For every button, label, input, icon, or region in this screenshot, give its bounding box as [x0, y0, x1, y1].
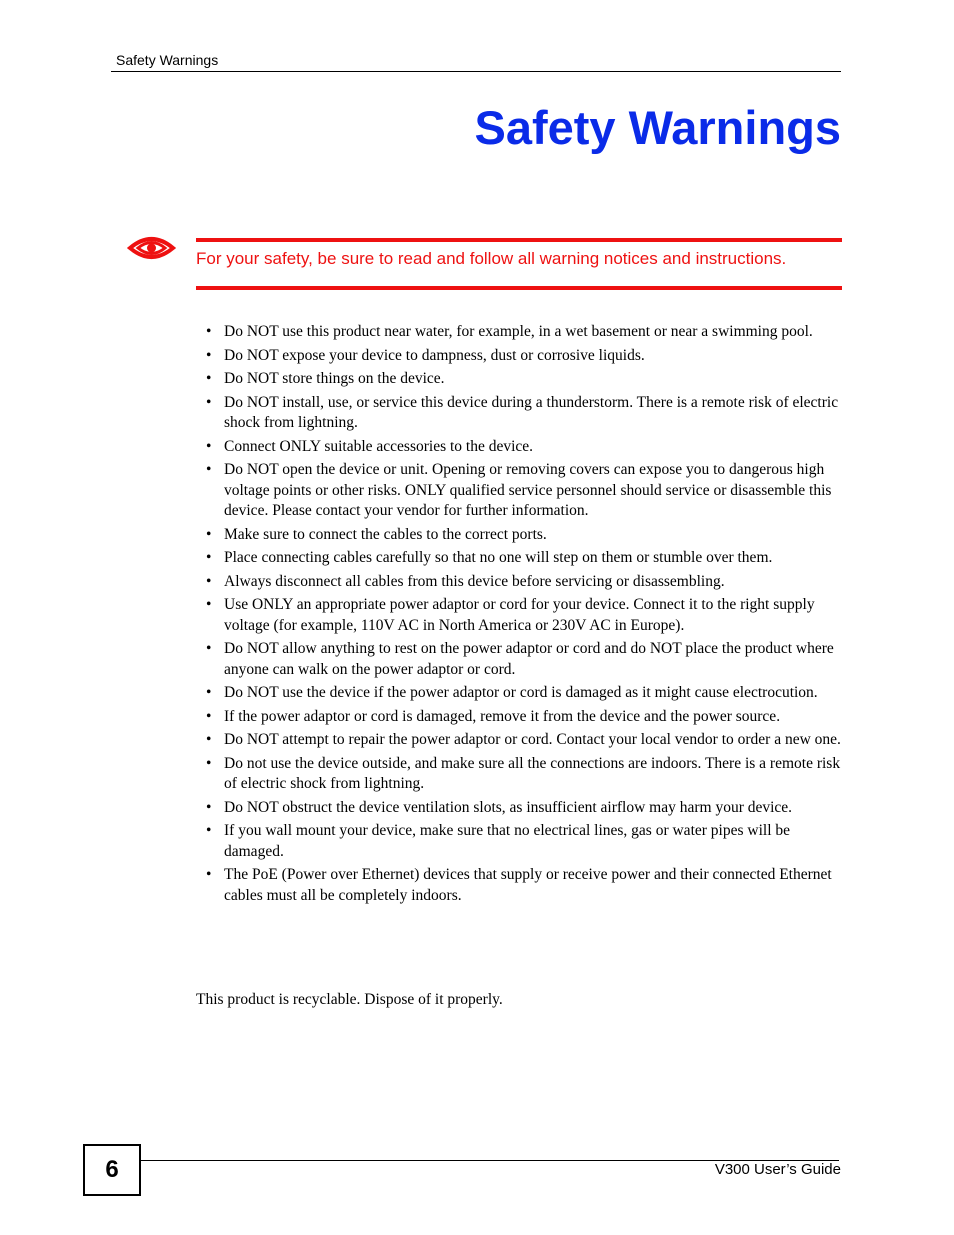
- bullet-text: Make sure to connect the cables to the correct ports.: [224, 525, 547, 543]
- list-item: • The PoE (Power over Ethernet) devices that supply or receive power and their connected Ethernet cables must all be completely indoors.: [206, 866, 832, 904]
- bullet-text: If you wall mount your device, make sure that no electrical lines, gas or water pipes will be damaged.: [224, 822, 790, 860]
- bullet-text: Do NOT store things on the device.: [224, 370, 445, 387]
- bullet-text: Do NOT use the device if the power adaptor or cord is damaged as it might cause electrocution.: [224, 684, 818, 701]
- list-item: • Do not use the device outside, and make sure all the connections are indoors. There is a remote risk of electric shock from lightning.: [206, 754, 841, 792]
- warning-rule-top: [196, 238, 842, 242]
- bullet-text: The PoE (Power over Ethernet) devices that supply or receive power and their connected Ethernet cables must all be completely indoors.: [224, 866, 832, 904]
- warning-text: For your safety, be sure to read and follow all warning notices and instructions.: [196, 249, 787, 268]
- list-item: • Connect ONLY suitable accessories to the device.: [206, 437, 534, 455]
- bullet-text: Do NOT open the device or unit. Opening or removing covers can expose you to dangerous high voltage points or other risks. ONLY qualified service personnel should service or disassemble this device. Please contact your vendor for further information.: [224, 461, 832, 519]
- bullet-text: Do NOT install, use, or service this device during a thunderstorm. There is a remote risk of electric shock from lightning.: [224, 393, 839, 431]
- header-rule: [111, 71, 841, 72]
- bullet-text: Place connecting cables carefully so that no one will step on them or stumble over them.: [224, 549, 773, 566]
- list-item: • Do NOT open the device or unit. Opening or removing covers can expose you to dangerous high voltage points or other risks. ONLY qualified service personnel should service or disassemble this device. Please contact your vendor for further information.: [206, 461, 832, 519]
- list-item: • Do NOT attempt to repair the power adaptor or cord. Contact your local vendor to order a new one.: [206, 731, 841, 748]
- list-item: • If you wall mount your device, make sure that no electrical lines, gas or water pipes will be damaged.: [206, 822, 790, 860]
- bullet-text: Do NOT attempt to repair the power adaptor or cord. Contact your local vendor to order a new one.: [224, 731, 841, 748]
- list-item: • If the power adaptor or cord is damaged, remove it from the device and the power source.: [206, 707, 781, 725]
- list-item: • Do NOT install, use, or service this device during a thunderstorm. There is a remote risk of electric shock from lightning.: [206, 393, 839, 431]
- bullet-text: Do NOT expose your device to dampness, dust or corrosive liquids.: [224, 346, 645, 364]
- bullet-text: If the power adaptor or cord is damaged, remove it from the device and the power source.: [224, 707, 781, 725]
- safety-bullet-list: [204, 322, 844, 909]
- list-item: • Always disconnect all cables from this device before servicing or disassembling.: [206, 572, 725, 590]
- bullet-text: Use ONLY an appropriate power adaptor or cord for your device. Connect it to the right supply voltage (for example, 110V AC in North America or 230V AC in Europe).: [224, 596, 815, 634]
- bullet-text: Connect ONLY suitable accessories to the device.: [224, 437, 534, 455]
- eye-warning-icon: [127, 233, 176, 263]
- list-item: • Make sure to connect the cables to the correct ports.: [206, 525, 547, 543]
- list-item: • Do NOT allow anything to rest on the power adaptor or cord and do NOT place the product where anyone can walk on the power adaptor or cord.: [206, 640, 834, 678]
- list-item: • Place connecting cables carefully so that no one will step on them or stumble over them.: [206, 549, 773, 566]
- closing-note: This product is recyclable. Dispose of it properly.: [196, 991, 503, 1008]
- running-header: Safety Warnings: [116, 52, 219, 68]
- bullet-text: Do NOT allow anything to rest on the power adaptor or cord and do NOT place the product where anyone can walk on the power adaptor or cord.: [224, 640, 834, 678]
- list-item: • Do NOT use the device if the power adaptor or cord is damaged as it might cause electrocution.: [206, 684, 818, 701]
- page-number: 6: [83, 1144, 141, 1196]
- guide-title: V300 User’s Guide: [714, 1161, 841, 1178]
- list-item: • Do NOT expose your device to dampness, dust or corrosive liquids.: [206, 346, 645, 364]
- bullet-text: Always disconnect all cables from this device before servicing or disassembling.: [224, 572, 725, 590]
- bullet-text: Do NOT use this product near water, for example, in a wet basement or near a swimming pool.: [224, 323, 813, 340]
- list-item: • Do NOT obstruct the device ventilation slots, as insufficient airflow may harm your device.: [206, 798, 793, 816]
- list-item: • Use ONLY an appropriate power adaptor or cord for your device. Connect it to the right supply voltage (for example, 110V AC in North America or 230V AC in Europe).: [206, 596, 815, 634]
- warning-rule-bottom: [196, 286, 842, 290]
- list-item: • Do NOT store things on the device.: [206, 370, 445, 387]
- bullet-text: Do not use the device outside, and make sure all the connections are indoors. There is a remote risk of electric shock from lightning.: [224, 754, 841, 792]
- list-item: • Do NOT use this product near water, for example, in a wet basement or near a swimming pool.: [206, 323, 813, 340]
- page-title: Safety Warnings: [474, 101, 841, 154]
- bullet-text: Do NOT obstruct the device ventilation slots, as insufficient airflow may harm your device.: [224, 798, 793, 816]
